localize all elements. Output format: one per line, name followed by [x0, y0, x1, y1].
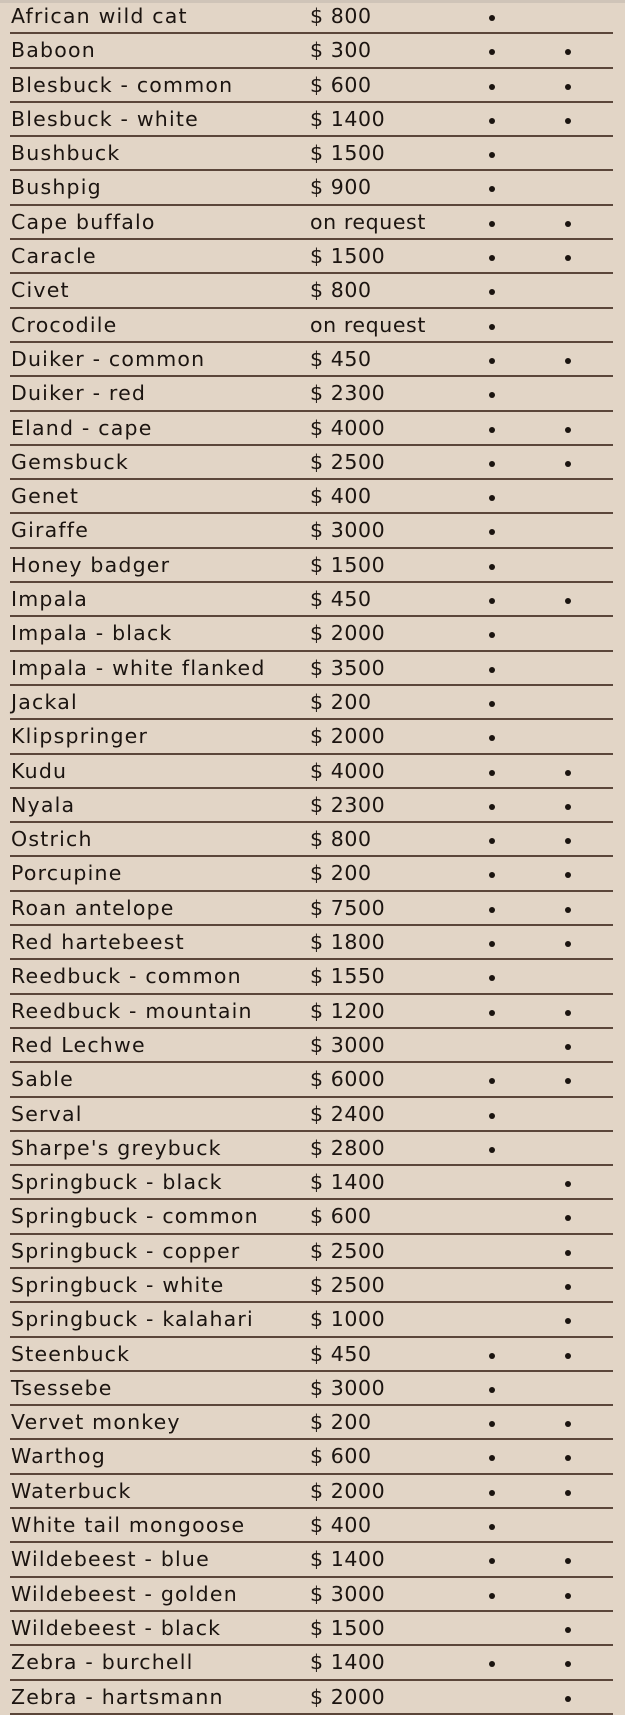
- table-row: [0, 206, 625, 240]
- availability-dot-a: [489, 1147, 495, 1153]
- table-row: [0, 480, 625, 514]
- table-row: [0, 995, 625, 1029]
- species-name: Blesbuck - white: [11, 106, 199, 131]
- species-name: Wildebeest - blue: [11, 1547, 210, 1572]
- table-row: [0, 343, 625, 377]
- species-price: $ 1400: [310, 1547, 386, 1572]
- species-price: $ 1400: [310, 1170, 386, 1195]
- table-row: [0, 69, 625, 103]
- species-price: $ 2800: [310, 1135, 386, 1160]
- species-name: Blesbuck - common: [11, 72, 234, 97]
- species-name: Wildebeest - black: [11, 1615, 222, 1640]
- species-price: $ 400: [310, 484, 372, 509]
- availability-dot-a: [489, 770, 495, 776]
- table-row: [0, 1200, 625, 1234]
- table-row: [0, 1235, 625, 1269]
- species-name: Kudu: [11, 758, 68, 783]
- species-price: $ 1500: [310, 552, 386, 577]
- species-price: $ 800: [310, 827, 372, 852]
- availability-dot-a: [489, 1490, 495, 1496]
- table-row: [0, 34, 625, 68]
- species-price: $ 600: [310, 1204, 372, 1229]
- species-name: Impala - white flanked: [11, 655, 266, 680]
- species-price: $ 450: [310, 346, 372, 371]
- species-name: Springbuck - copper: [11, 1238, 241, 1263]
- species-name: Waterbuck: [11, 1478, 132, 1503]
- availability-dot-b: [565, 1421, 571, 1427]
- species-price: $ 450: [310, 1341, 372, 1366]
- species-price: $ 200: [310, 689, 372, 714]
- availability-dot-b: [565, 1353, 571, 1359]
- species-name: Duiker - common: [11, 346, 206, 371]
- species-price: $ 300: [310, 38, 372, 63]
- table-row: [0, 0, 625, 34]
- table-row: [0, 1543, 625, 1577]
- species-name: Serval: [11, 1101, 83, 1126]
- availability-dot-b: [565, 49, 571, 55]
- species-name: Wildebeest - golden: [11, 1581, 238, 1606]
- availability-dot-a: [489, 1661, 495, 1667]
- table-row: [0, 309, 625, 343]
- species-name: Sharpe's greybuck: [11, 1135, 222, 1160]
- availability-dot-a: [489, 1421, 495, 1427]
- availability-dot-a: [489, 701, 495, 707]
- availability-dot-a: [489, 1078, 495, 1084]
- species-name: Cape buffalo: [11, 209, 156, 234]
- availability-dot-b: [565, 1181, 571, 1187]
- availability-dot-b: [565, 907, 571, 913]
- species-name: Springbuck - kalahari: [11, 1307, 254, 1332]
- species-price: $ 3000: [310, 1375, 386, 1400]
- table-row: [0, 1681, 625, 1715]
- availability-dot-a: [489, 324, 495, 330]
- availability-dot-b: [565, 838, 571, 844]
- species-price: $ 2300: [310, 792, 386, 817]
- availability-dot-a: [489, 1455, 495, 1461]
- species-price: $ 600: [310, 72, 372, 97]
- availability-dot-b: [565, 84, 571, 90]
- species-price: $ 2000: [310, 1478, 386, 1503]
- availability-dot-b: [565, 941, 571, 947]
- species-name: Steenbuck: [11, 1341, 131, 1366]
- table-row: [0, 823, 625, 857]
- table-row: [0, 1303, 625, 1337]
- availability-dot-b: [565, 1010, 571, 1016]
- availability-dot-a: [489, 461, 495, 467]
- availability-dot-a: [489, 1387, 495, 1393]
- table-row: [0, 1029, 625, 1063]
- species-name: White tail mongoose: [11, 1513, 246, 1538]
- species-name: Nyala: [11, 792, 76, 817]
- availability-dot-a: [489, 49, 495, 55]
- table-row: [0, 377, 625, 411]
- availability-dot-a: [489, 118, 495, 124]
- species-price: $ 2000: [310, 1684, 386, 1709]
- species-name: Honey badger: [11, 552, 171, 577]
- species-name: Klipspringer: [11, 724, 149, 749]
- species-price: $ 3000: [310, 1581, 386, 1606]
- availability-dot-a: [489, 255, 495, 261]
- availability-dot-a: [489, 392, 495, 398]
- species-name: Reedbuck - mountain: [11, 998, 253, 1023]
- species-name: Jackal: [11, 689, 78, 714]
- availability-dot-a: [489, 152, 495, 158]
- species-price: $ 2300: [310, 381, 386, 406]
- species-price: $ 600: [310, 1444, 372, 1469]
- availability-dot-a: [489, 15, 495, 21]
- species-name: African wild cat: [11, 4, 188, 28]
- species-name: Sable: [11, 1067, 74, 1092]
- availability-dot-a: [489, 872, 495, 878]
- availability-dot-b: [565, 221, 571, 227]
- species-name: Roan antelope: [11, 895, 175, 920]
- species-name: Eland - cape: [11, 415, 153, 440]
- availability-dot-a: [489, 1113, 495, 1119]
- species-price: $ 2400: [310, 1101, 386, 1126]
- species-name: Genet: [11, 484, 80, 509]
- table-row: [0, 412, 625, 446]
- availability-dot-b: [565, 1318, 571, 1324]
- species-name: Bushpig: [11, 175, 102, 200]
- availability-dot-a: [489, 1353, 495, 1359]
- species-price: $ 900: [310, 175, 372, 200]
- availability-dot-a: [489, 529, 495, 535]
- table-row: [0, 960, 625, 994]
- species-price: $ 1500: [310, 1615, 386, 1640]
- availability-dot-a: [489, 495, 495, 501]
- species-name: Baboon: [11, 38, 96, 63]
- availability-dot-a: [489, 907, 495, 913]
- table-row: [0, 137, 625, 171]
- table-row: [0, 617, 625, 651]
- table-row: [0, 1269, 625, 1303]
- species-price: $ 2500: [310, 1272, 386, 1297]
- species-price: $ 450: [310, 587, 372, 612]
- species-name: Springbuck - white: [11, 1272, 225, 1297]
- table-row: [0, 1132, 625, 1166]
- species-price: $ 2000: [310, 621, 386, 646]
- availability-dot-a: [489, 1010, 495, 1016]
- table-row: [0, 1166, 625, 1200]
- table-row: [0, 240, 625, 274]
- availability-dot-a: [489, 598, 495, 604]
- availability-dot-b: [565, 1696, 571, 1702]
- species-price: $ 200: [310, 861, 372, 886]
- species-price: $ 200: [310, 1410, 372, 1435]
- availability-dot-a: [489, 804, 495, 810]
- species-price: $ 1550: [310, 964, 386, 989]
- species-name: Tsessebe: [11, 1375, 113, 1400]
- species-price: $ 1800: [310, 930, 386, 955]
- table-row: [0, 1098, 625, 1132]
- species-name: Civet: [11, 278, 70, 303]
- table-row: [0, 720, 625, 754]
- table-row: [0, 1475, 625, 1509]
- availability-dot-a: [489, 186, 495, 192]
- species-price: $ 2500: [310, 449, 386, 474]
- species-price: $ 1400: [310, 106, 386, 131]
- table-row: [0, 755, 625, 789]
- availability-dot-b: [565, 358, 571, 364]
- table-row: [0, 1372, 625, 1406]
- table-row: [0, 1063, 625, 1097]
- species-name: Bushbuck: [11, 141, 121, 166]
- availability-dot-b: [565, 1215, 571, 1221]
- species-price: $ 1500: [310, 141, 386, 166]
- species-price: $ 1000: [310, 1307, 386, 1332]
- species-price: $ 4000: [310, 758, 386, 783]
- species-name: Impala: [11, 587, 89, 612]
- availability-dot-b: [565, 1661, 571, 1667]
- availability-dot-b: [565, 804, 571, 810]
- species-name: Giraffe: [11, 518, 90, 543]
- availability-dot-b: [565, 1490, 571, 1496]
- availability-dot-a: [489, 427, 495, 433]
- availability-dot-b: [565, 461, 571, 467]
- table-row: [0, 549, 625, 583]
- availability-dot-a: [489, 975, 495, 981]
- availability-dot-b: [565, 255, 571, 261]
- table-row: [0, 103, 625, 137]
- availability-dot-b: [565, 1250, 571, 1256]
- table-row: [0, 1338, 625, 1372]
- availability-dot-b: [565, 872, 571, 878]
- table-row: [0, 1578, 625, 1612]
- species-name: Springbuck - black: [11, 1170, 223, 1195]
- availability-dot-a: [489, 632, 495, 638]
- table-row: [0, 446, 625, 480]
- table-row: [0, 857, 625, 891]
- table-row: [0, 583, 625, 617]
- availability-dot-a: [489, 358, 495, 364]
- species-name: Red hartebeest: [11, 930, 185, 955]
- species-price: on request: [310, 209, 426, 234]
- availability-dot-a: [489, 735, 495, 741]
- species-name: Red Lechwe: [11, 1032, 146, 1057]
- availability-dot-b: [565, 770, 571, 776]
- availability-dot-b: [565, 1558, 571, 1564]
- species-price: $ 400: [310, 1513, 372, 1538]
- availability-dot-b: [565, 1593, 571, 1599]
- species-price: $ 6000: [310, 1067, 386, 1092]
- table-row: [0, 1646, 625, 1680]
- availability-dot-a: [489, 84, 495, 90]
- availability-dot-a: [489, 1593, 495, 1599]
- table-row: [0, 274, 625, 308]
- availability-dot-b: [565, 1455, 571, 1461]
- availability-dot-b: [565, 118, 571, 124]
- species-price: $ 3500: [310, 655, 386, 680]
- species-name: Springbuck - common: [11, 1204, 259, 1229]
- species-name: Caracle: [11, 244, 97, 269]
- species-price: $ 3000: [310, 1032, 386, 1057]
- table-row: [0, 171, 625, 205]
- species-name: Zebra - burchell: [11, 1650, 194, 1675]
- table-row: [0, 1440, 625, 1474]
- availability-dot-a: [489, 289, 495, 295]
- species-price: $ 3000: [310, 518, 386, 543]
- availability-dot-a: [489, 1524, 495, 1530]
- availability-dot-b: [565, 1044, 571, 1050]
- availability-dot-a: [489, 667, 495, 673]
- table-row: [0, 789, 625, 823]
- table-row: [0, 1406, 625, 1440]
- species-price: $ 800: [310, 4, 372, 28]
- availability-dot-b: [565, 1284, 571, 1290]
- availability-dot-a: [489, 838, 495, 844]
- species-name: Crocodile: [11, 312, 118, 337]
- species-name: Impala - black: [11, 621, 173, 646]
- species-price: $ 1400: [310, 1650, 386, 1675]
- species-price: $ 2500: [310, 1238, 386, 1263]
- table-row: [0, 926, 625, 960]
- availability-dot-a: [489, 941, 495, 947]
- availability-dot-a: [489, 1558, 495, 1564]
- availability-dot-a: [489, 221, 495, 227]
- table-row: [0, 892, 625, 926]
- species-price: $ 2000: [310, 724, 386, 749]
- species-name: Reedbuck - common: [11, 964, 242, 989]
- species-price: $ 1500: [310, 244, 386, 269]
- species-price: $ 1200: [310, 998, 386, 1023]
- species-price: $ 800: [310, 278, 372, 303]
- table-row: [0, 514, 625, 548]
- species-name: Gemsbuck: [11, 449, 129, 474]
- availability-dot-b: [565, 1078, 571, 1084]
- species-name: Duiker - red: [11, 381, 147, 406]
- species-name: Porcupine: [11, 861, 123, 886]
- availability-dot-b: [565, 1627, 571, 1633]
- species-name: Vervet monkey: [11, 1410, 181, 1435]
- availability-dot-b: [565, 598, 571, 604]
- table-row: [0, 652, 625, 686]
- species-price: $ 7500: [310, 895, 386, 920]
- table-row: [0, 1509, 625, 1543]
- availability-dot-b: [565, 427, 571, 433]
- table-row: [0, 1612, 625, 1646]
- availability-dot-a: [489, 564, 495, 570]
- table-row: [0, 686, 625, 720]
- species-name: Zebra - hartsmann: [11, 1684, 224, 1709]
- species-price: on request: [310, 312, 426, 337]
- species-name: Ostrich: [11, 827, 93, 852]
- species-price: $ 4000: [310, 415, 386, 440]
- species-name: Warthog: [11, 1444, 106, 1469]
